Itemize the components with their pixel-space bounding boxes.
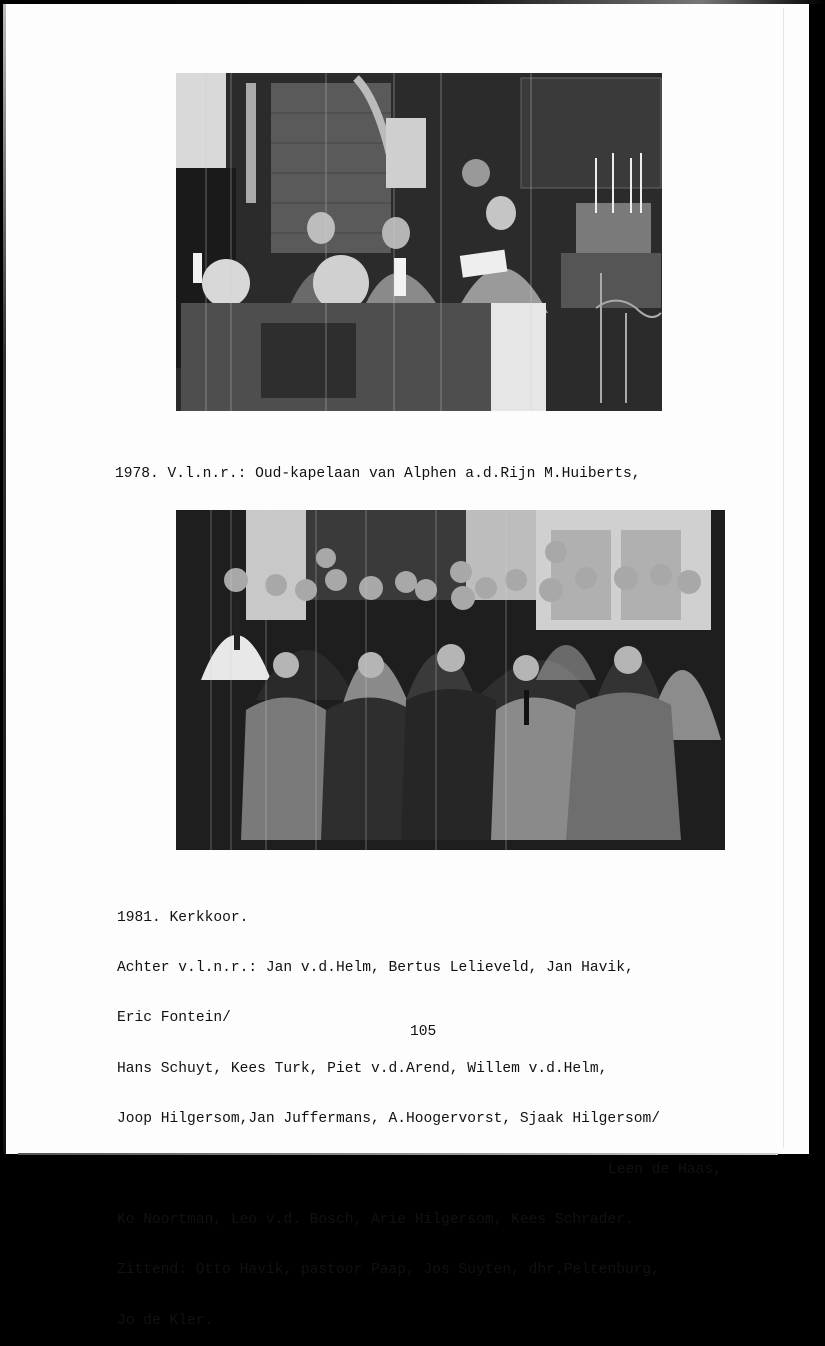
photo-altar-illustration (176, 73, 662, 411)
caption-line: Leen de Haas, (608, 1161, 722, 1178)
caption-line: 1981. Kerkkoor. (117, 909, 249, 926)
caption-line: Jo de Kler. (117, 1312, 214, 1329)
caption-choir-1981 (117, 876, 722, 1346)
caption-line: Eric Fontein/ (117, 1010, 231, 1027)
caption-line: Achter v.l.n.r.: Jan v.d.Helm, Bertus Lelieveld, Jan Havik, (117, 959, 634, 976)
caption-line: Zittend: Otto Havik, pastoor Paap, Jos Suyten, dhr.Peltenburg, (117, 1262, 660, 1279)
photo-choir-illustration (176, 510, 725, 850)
scan-fold-line (783, 8, 784, 1148)
photo-choir-1981 (176, 510, 725, 850)
scan-left-shadow (3, 4, 6, 1154)
caption-line: Ko Noortman, Leo v.d. Bosch, Arie Hilgersom, Kees Schrader. (117, 1211, 634, 1228)
caption-line: Joop Hilgersom,Jan Juffermans, A.Hoogervorst, Sjaak Hilgersom/ (117, 1111, 660, 1128)
photo-altar-1978 (176, 73, 662, 411)
caption-line: Hans Schuyt, Kees Turk, Piet v.d.Arend, Willem v.d.Helm, (117, 1060, 608, 1077)
page-number: 105 (410, 1024, 437, 1040)
caption-line: 1978. V.l.n.r.: Oud-kapelaan van Alphen a.d.Rijn M.Huiberts, (115, 465, 641, 482)
